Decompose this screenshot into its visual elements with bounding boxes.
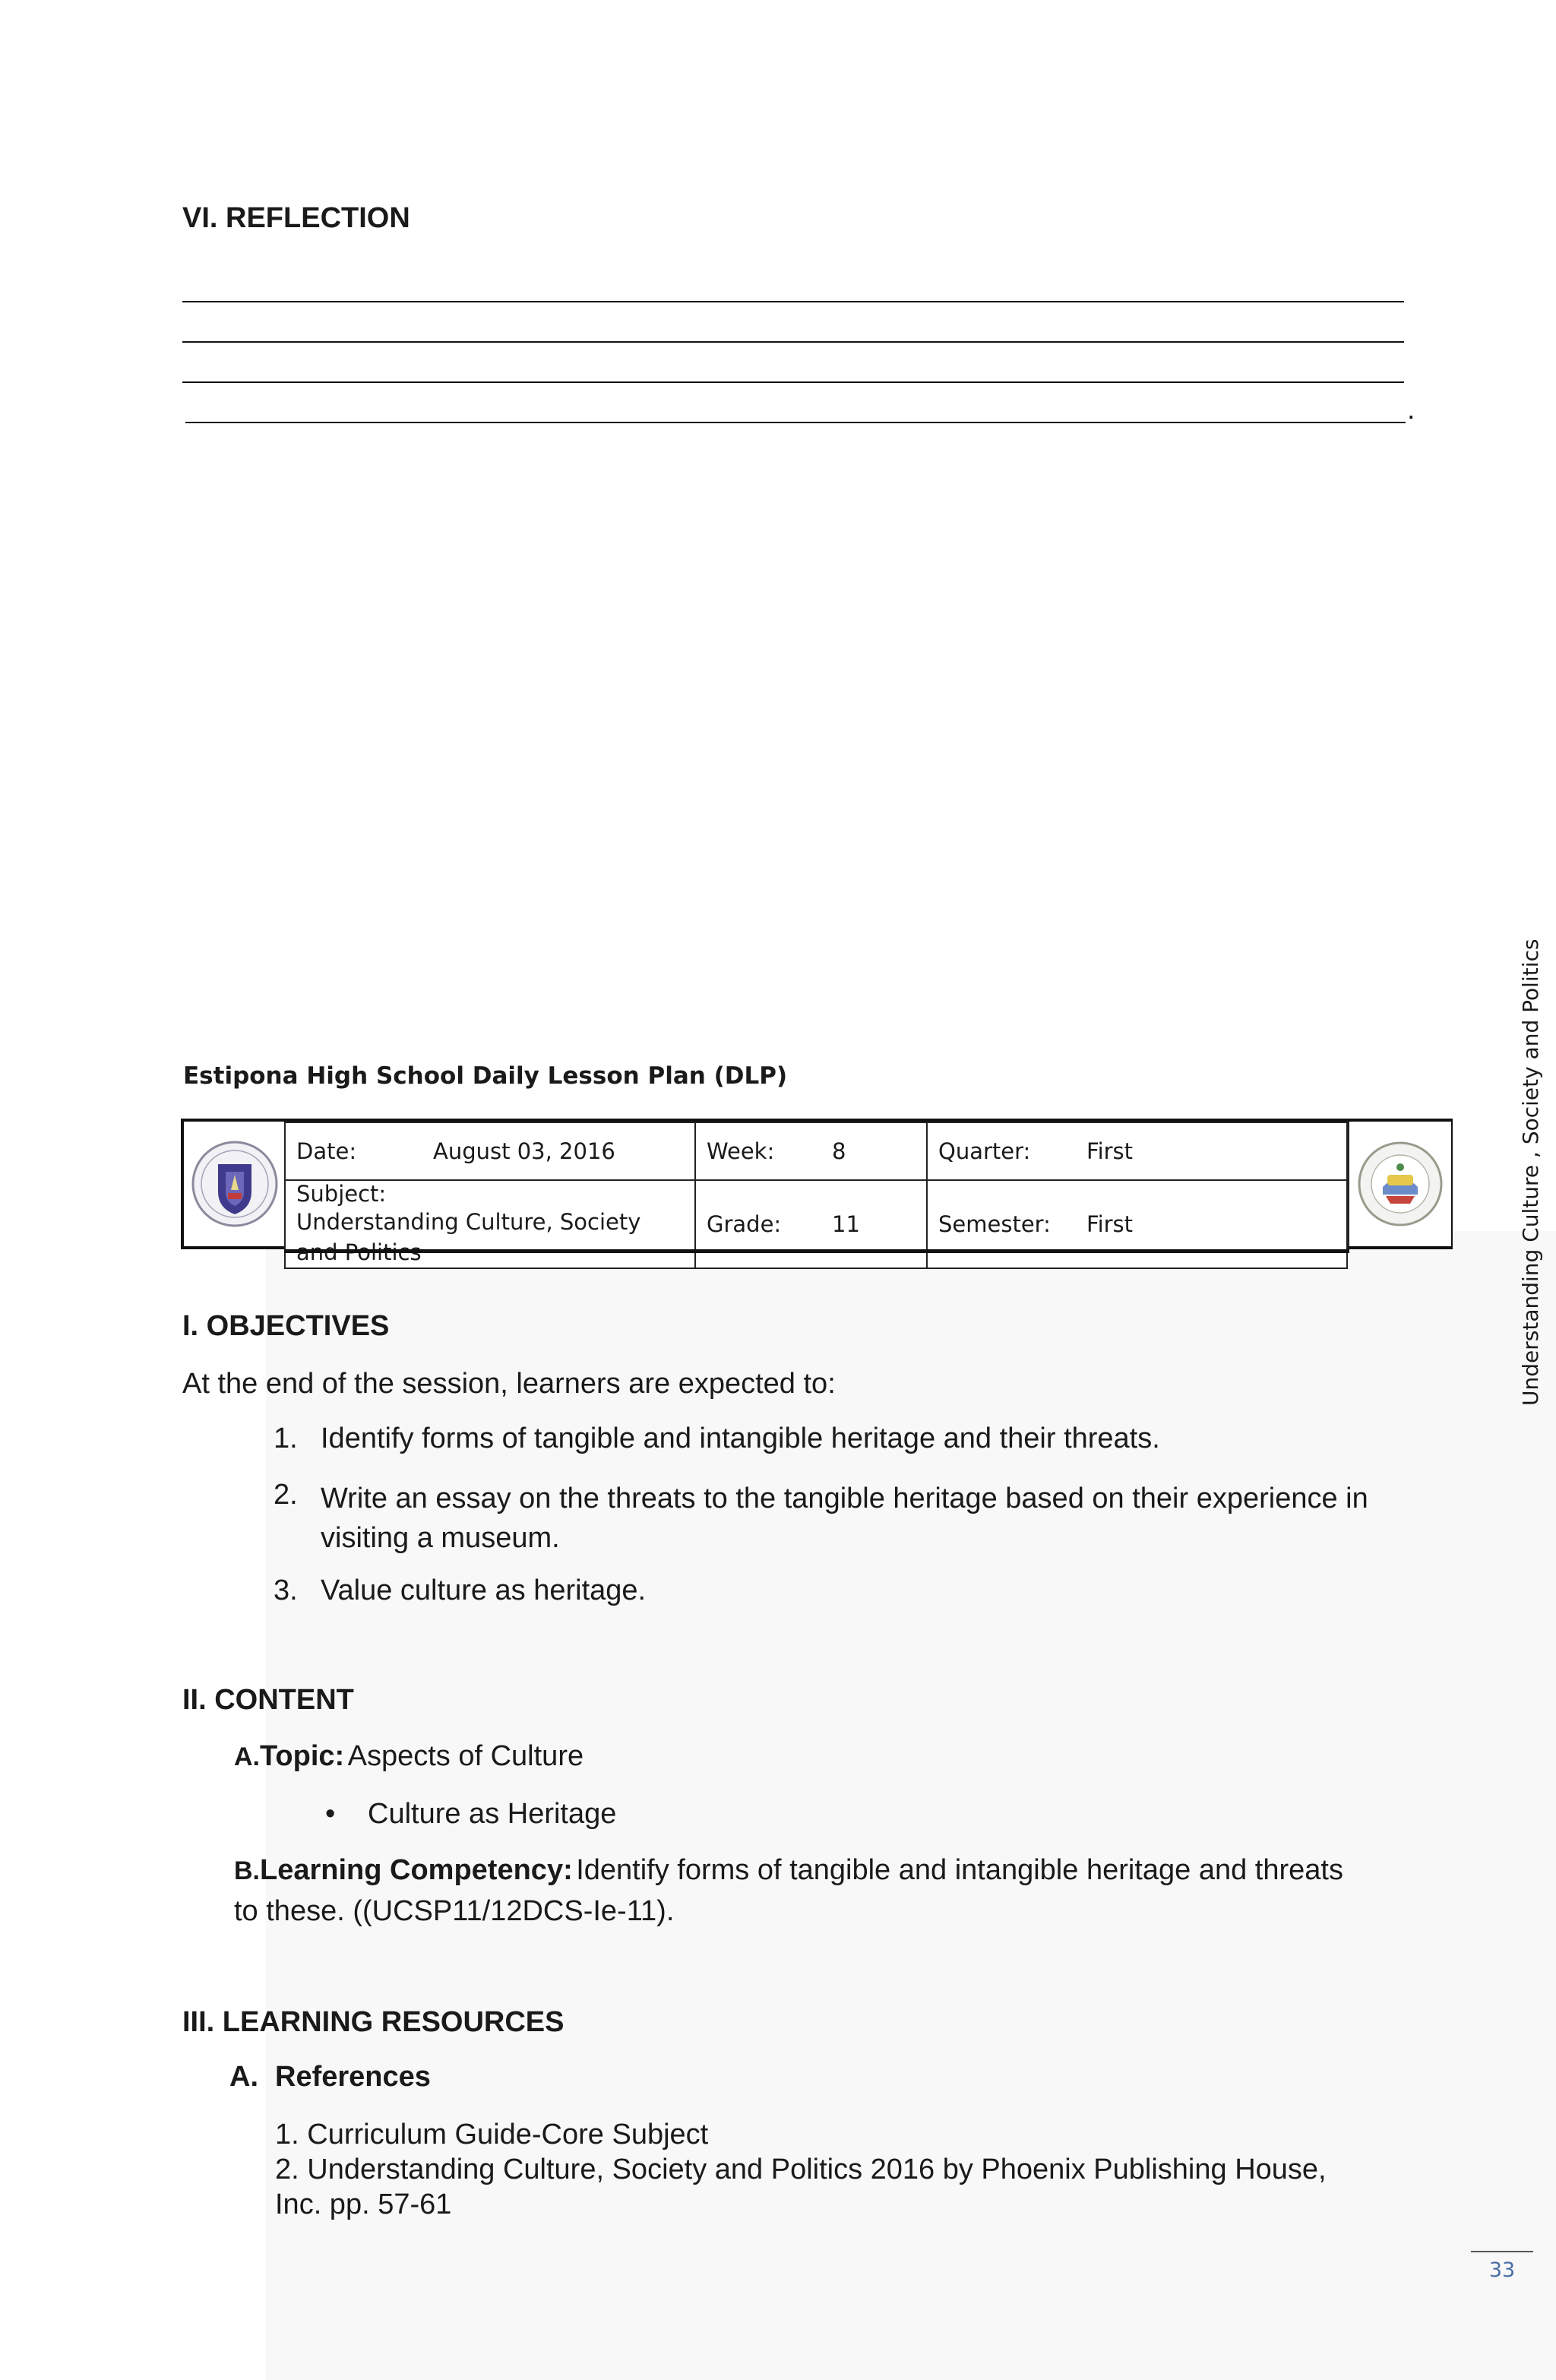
topic-bullet-text: Culture as Heritage — [368, 1798, 617, 1830]
references-label: References — [275, 2061, 431, 2093]
reflection-line-4 — [185, 422, 1406, 423]
quarter-cell — [927, 1122, 1347, 1180]
subject-label: Subject: — [296, 1181, 387, 1207]
objective-3-number: 3. — [274, 1575, 298, 1606]
subject-cell — [285, 1180, 695, 1268]
reflection-line-1 — [182, 301, 1404, 302]
grade-cell — [695, 1180, 927, 1268]
date-cell — [285, 1122, 695, 1180]
date-value: August 03, 2016 — [433, 1138, 615, 1164]
topic-label: Topic: — [260, 1740, 345, 1772]
references-marker: A. — [229, 2061, 258, 2093]
quarter-value: First — [1086, 1138, 1134, 1164]
competency-label: Learning Competency: — [260, 1854, 573, 1886]
competency-marker: B. — [234, 1856, 260, 1885]
page-number: 33 — [1488, 2258, 1516, 2282]
reflection-line-2 — [182, 341, 1404, 343]
references-line — [229, 2061, 431, 2094]
objective-2-number: 2. — [274, 1479, 298, 1511]
subject-value: Understanding Culture, Society — [296, 1209, 641, 1235]
objective-2-text: Write an essay on the threats to the tangible heritage based on their experience in visiting a museum. — [321, 1483, 1368, 1554]
week-cell — [695, 1122, 927, 1180]
objective-1-text: Identify forms of tangible and intangible heritage and their threats. — [321, 1423, 1160, 1454]
reflection-heading: VI. REFLECTION — [182, 202, 410, 234]
semester-cell — [927, 1180, 1347, 1268]
topic-value: Aspects of Culture — [347, 1740, 584, 1772]
competency-value-continued: to these. ((UCSP11/12DCS-Ie-11). — [234, 1895, 675, 1927]
objectives-heading: I. OBJECTIVES — [182, 1310, 390, 1342]
semester-label: Semester: — [938, 1211, 1051, 1237]
page-number-rule — [1471, 2251, 1533, 2252]
competency-value: Identify forms of tangible and intangible heritage and threats — [576, 1854, 1343, 1886]
resources-heading: III. LEARNING RESOURCES — [182, 2006, 565, 2038]
reference-2: 2. Understanding Culture, Society and Politics 2016 by Phoenix Publishing House, — [275, 2154, 1327, 2185]
side-running-title: Understanding Culture , Society and Politics — [1518, 938, 1543, 1406]
dlp-info-table — [284, 1122, 1348, 1269]
reference-1: 1. Curriculum Guide-Core Subject — [275, 2119, 709, 2151]
week-label: Week: — [707, 1138, 775, 1164]
reflection-end-period: . — [1407, 394, 1415, 426]
deped-seal-icon — [184, 1122, 286, 1246]
dlp-table-bottom-rule — [284, 1249, 1349, 1253]
objective-3-text: Value culture as heritage. — [321, 1575, 647, 1606]
objective-1-number: 1. — [274, 1423, 298, 1454]
topic-marker: A. — [234, 1742, 260, 1771]
objectives-intro: At the end of the session, learners are expected to: — [182, 1368, 836, 1400]
school-seal-icon — [1349, 1122, 1451, 1246]
week-value: 8 — [832, 1138, 846, 1164]
competency-line — [234, 1854, 1343, 1887]
content-heading: II. CONTENT — [182, 1684, 354, 1716]
grade-value: 11 — [832, 1211, 860, 1237]
dlp-title: Estipona High School Daily Lesson Plan (DLP) — [183, 1062, 788, 1090]
deped-seal-cell — [184, 1122, 287, 1246]
school-logo-cell — [1348, 1122, 1451, 1246]
semester-value: First — [1086, 1211, 1134, 1237]
reference-2-continued: Inc. pp. 57-61 — [275, 2189, 452, 2220]
bullet-icon: • — [325, 1798, 336, 1830]
date-label: Date: — [296, 1138, 357, 1164]
grade-label: Grade: — [707, 1211, 782, 1237]
quarter-label: Quarter: — [938, 1138, 1031, 1164]
topic-line — [234, 1740, 584, 1773]
reflection-line-3 — [182, 381, 1404, 383]
